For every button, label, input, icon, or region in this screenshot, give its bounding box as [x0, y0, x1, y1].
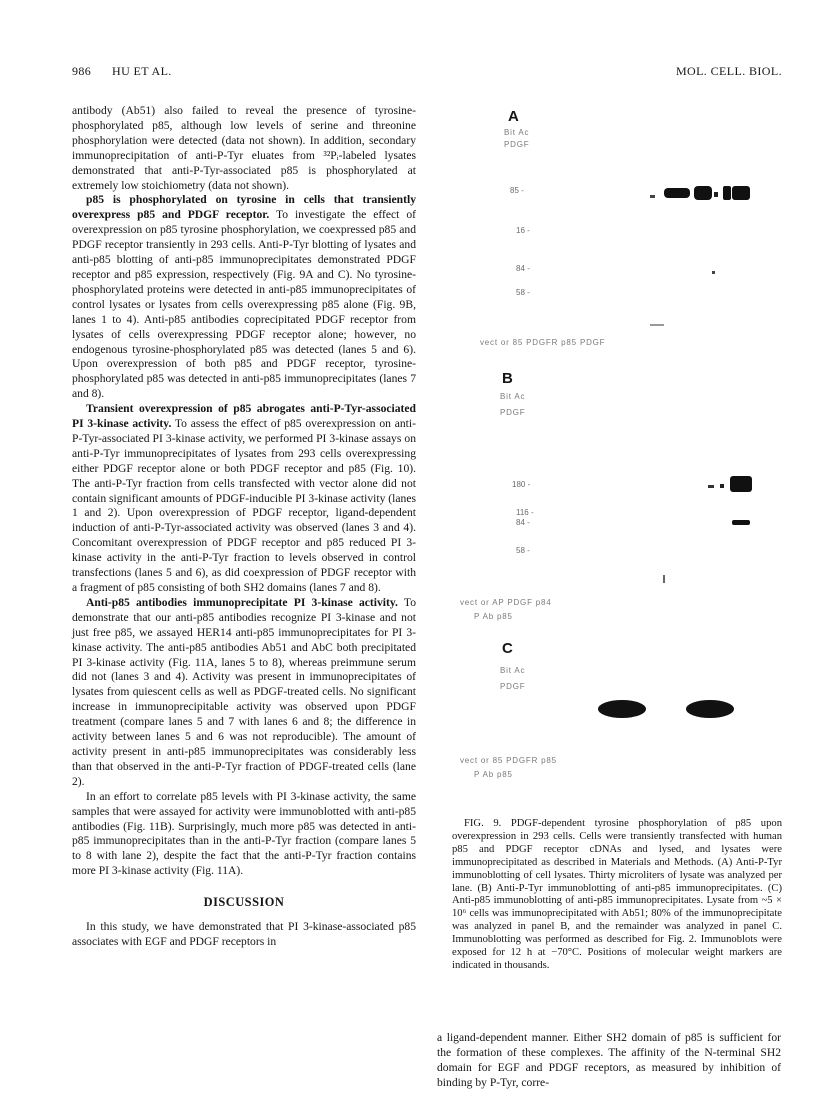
blot-band: [694, 186, 712, 200]
blot-band: [598, 700, 646, 718]
paragraph: [72, 402, 416, 596]
paragraph: [72, 193, 416, 402]
blot-band: [720, 484, 724, 488]
blot-band: [650, 195, 655, 198]
lane-label: PDGF: [500, 682, 526, 691]
mw-marker: 116 -: [516, 508, 534, 517]
lane-label: Bit Ac: [504, 128, 530, 137]
paragraph-body: To demonstrate that our anti-p85 antibodies recognize PI 3-kinase and not just free p85, we assayed HER14 anti-p85 immunoprecipitates for PI 3-kinase activity. The anti-p85 antibodies Ab51 and AbC both precipitated PI 3-kinase activity (Fig. 11A, lanes 5 to 8), whereas preimmune serum did not (lanes 3 and 4). Activity was present in immunoprecipitates of lysates from quiescent cells as well as PDGF-treated cells. No significant increase in immunoprecipitable activity was observed upon PDGF treatment (compare lanes 5 and 7 with lanes 6 and 8; the difference in activity between lanes 5 and 6 was not reproducible). The amount of activity present in anti-p85 immunoprecipitates was considerably less than that observed in the anti-P-Tyr fraction of PDGF-treated cells (lane 2).: [72, 595, 416, 788]
mw-marker: 58 -: [516, 546, 530, 555]
paragraph: a ligand-dependent manner. Either SH2 domain of p85 is sufficient for the formation of these complexes. The affinity of the N-terminal SH2 domain for EGF and PDGF receptors, as measured by inhibition of binding by P-Tyr, corre-: [437, 1031, 781, 1089]
blot-speck: [663, 575, 665, 583]
lane-bottom-label: P Ab p85: [474, 612, 513, 621]
immunoblot-image: [450, 100, 790, 800]
blot-speck: [650, 324, 664, 326]
section-heading: Anti-p85 antibodies immunoprecipitate PI 3-kinase activity.: [86, 595, 398, 609]
left-column: [72, 104, 416, 950]
blot-band: [723, 186, 731, 200]
blot-band: [714, 192, 718, 197]
lane-bottom-label: vect or 85 PDGFR p85: [460, 756, 557, 765]
page-number: 986: [72, 64, 92, 78]
blot-band: [732, 186, 750, 200]
paragraph: In this study, we have demonstrated that PI 3-kinase-associated p85 associates with EGF and PDGF receptors in: [72, 920, 416, 948]
mw-marker: 58 -: [516, 288, 530, 297]
mw-marker: 16 -: [516, 226, 530, 235]
caption-text: [452, 818, 782, 973]
figure-9: [450, 100, 790, 800]
paragraph-body: To assess the effect of p85 overexpression on anti-P-Tyr-associated PI 3-kinase activity, we performed PI 3-kinase assays on anti-P-Tyr immunoprecipitates of lysates from 293 cells overexpressing either PDGF receptor alone or both PDGF receptor and p85 (Fig. 10). The anti-P-Tyr fraction from cells transfected with vector alone did not contain significant amounts of PDGF-inducible PI 3-kinase activity (lanes 1 and 2). Upon overexpression of PDGF receptor, ligand-dependent induction of anti-P-Tyr-associated activity was observed (lanes 3 and 4). Concomitant overexpression of PDGF receptor and p85 reduced PI 3-kinase activity in the anti-P-Tyr fraction to levels observed in control transfections (lanes 5 and 6), as did coexpression of PDGF receptor with a fragment of p85 consisting of both SH2 domains (lanes 7 and 8).: [72, 417, 416, 594]
lane-bottom-label: P Ab p85: [474, 770, 513, 779]
paragraph: antibody (Ab51) also failed to reveal the presence of tyrosine-phosphorylated p85, although low levels of serine and threonine phosphorylation were detected (data not shown). In addition, secondary immunoprecipitation of anti-P-Tyr eluates from ³²Pᵢ-labeled lysates demonstrated that anti-P-Tyr-associated p85 is phosphorylated at extremely low stoichiometry (data not shown).: [72, 104, 416, 192]
blot-band: [730, 476, 752, 492]
running-authors: HU ET AL.: [112, 64, 172, 78]
page-header: [72, 64, 782, 82]
blot-band: [732, 520, 750, 525]
panel-letter-b: B: [502, 370, 513, 387]
lane-bottom-label: vect or 85 PDGFR p85 PDGF: [480, 338, 606, 347]
lane-label: Bit Ac: [500, 392, 526, 401]
panel-letter-a: A: [508, 108, 519, 125]
blot-band: [708, 485, 714, 488]
caption-body: PDGF-dependent tyrosine phosphorylation of p85 upon overexpression in 293 cells. Cells were transiently transfected with human p85 and PDGF receptor cDNAs and lysed, and lysates were immunoprecipitated as described in Materials and Methods. (A) Anti-P-Tyr immunoblotting of cell lysates. Thirty microliters of lysate was analyzed per lane. (B) Anti-P-Tyr immunoblotting of anti-p85 immunoprecipitates. (C) Anti-p85 immunoblotting of anti-p85 immunoprecipitates. Lysate from ~5 × 10⁶ cells was immunoprecipitated with Ab51; 80% of the immunoprecipitate was analyzed in panel B, and the remainder was analyzed in panel C. Immunoblotting was performed as described for Fig. 2. Immunoblots were exposed for 12 h at −70°C. Positions of molecular weight markers are indicated in thousands.: [452, 818, 782, 971]
blot-band: [712, 271, 715, 274]
journal-name: MOL. CELL. BIOL.: [675, 64, 782, 78]
blot-band: [686, 700, 734, 718]
lane-label: PDGF: [500, 408, 526, 417]
paragraph-body: To investigate the effect of overexpression on p85 tyrosine phosphorylation, we coexpressed p85 and PDGF receptor transiently in 293 cells. Anti-P-Tyr blotting of lysates and anti-p85 blotting of anti-p85 immunoprecipitates demonstrated PDGF receptor and p85 expression, respectively (Fig. 9A and C). No tyrosine-phosphorylated proteins were detected in anti-p85 immunoprecipitates of control lysates or lysates from cells overexpressing p85 alone (Fig. 9B, lanes 1 to 4). Anti-p85 antibodies coprecipitated PDGF receptor from lysates of cells overexpressing PDGF receptor alone; however, no endogenous tyrosine-phosphorylated p85 was detected (lanes 5 and 6). Upon overexpression of both p85 and PDGF receptor, tyrosine-phosphorylated p85 was detected in anti-p85 immunoprecipitates (lanes 7 and 8).: [72, 208, 416, 401]
lane-label: PDGF: [504, 140, 530, 149]
blot-band: [664, 188, 690, 198]
panel-letter-c: C: [502, 640, 513, 657]
lane-label: Bit Ac: [500, 666, 526, 675]
paragraph: [72, 596, 416, 790]
caption-label: FIG. 9.: [464, 818, 502, 829]
lane-bottom-label: vect or AP PDGF p84: [460, 598, 552, 607]
discussion-heading: DISCUSSION: [203, 895, 285, 910]
mw-marker: 180 -: [512, 480, 531, 489]
right-column-text: [437, 1031, 781, 1091]
mw-marker: 85 -: [510, 186, 524, 195]
paragraph: In an effort to correlate p85 levels with PI 3-kinase activity, the same samples that were assayed for activity were immunoblotted with anti-p85 antibodies (Fig. 11B). Surprisingly, much more p85 was detected in anti-p85 immunoprecipitates than in the anti-P-Tyr fraction (compare lanes 5 to 8 with lane 2), despite the fact that the anti-P-Tyr fraction contains more PI 3-kinase activity (Fig. 11A).: [72, 789, 416, 878]
mw-marker: 84 -: [516, 264, 530, 273]
section-heading: Transient overexpression of p85 abrogates anti-P-Tyr-associated PI 3-kinase activity.: [72, 402, 416, 431]
section-heading: p85 is phosphorylated on tyrosine in cells that transiently overexpress p85 and PDGF receptor.: [72, 193, 416, 222]
mw-marker: 84 -: [516, 518, 530, 527]
figure-caption: [452, 818, 782, 973]
